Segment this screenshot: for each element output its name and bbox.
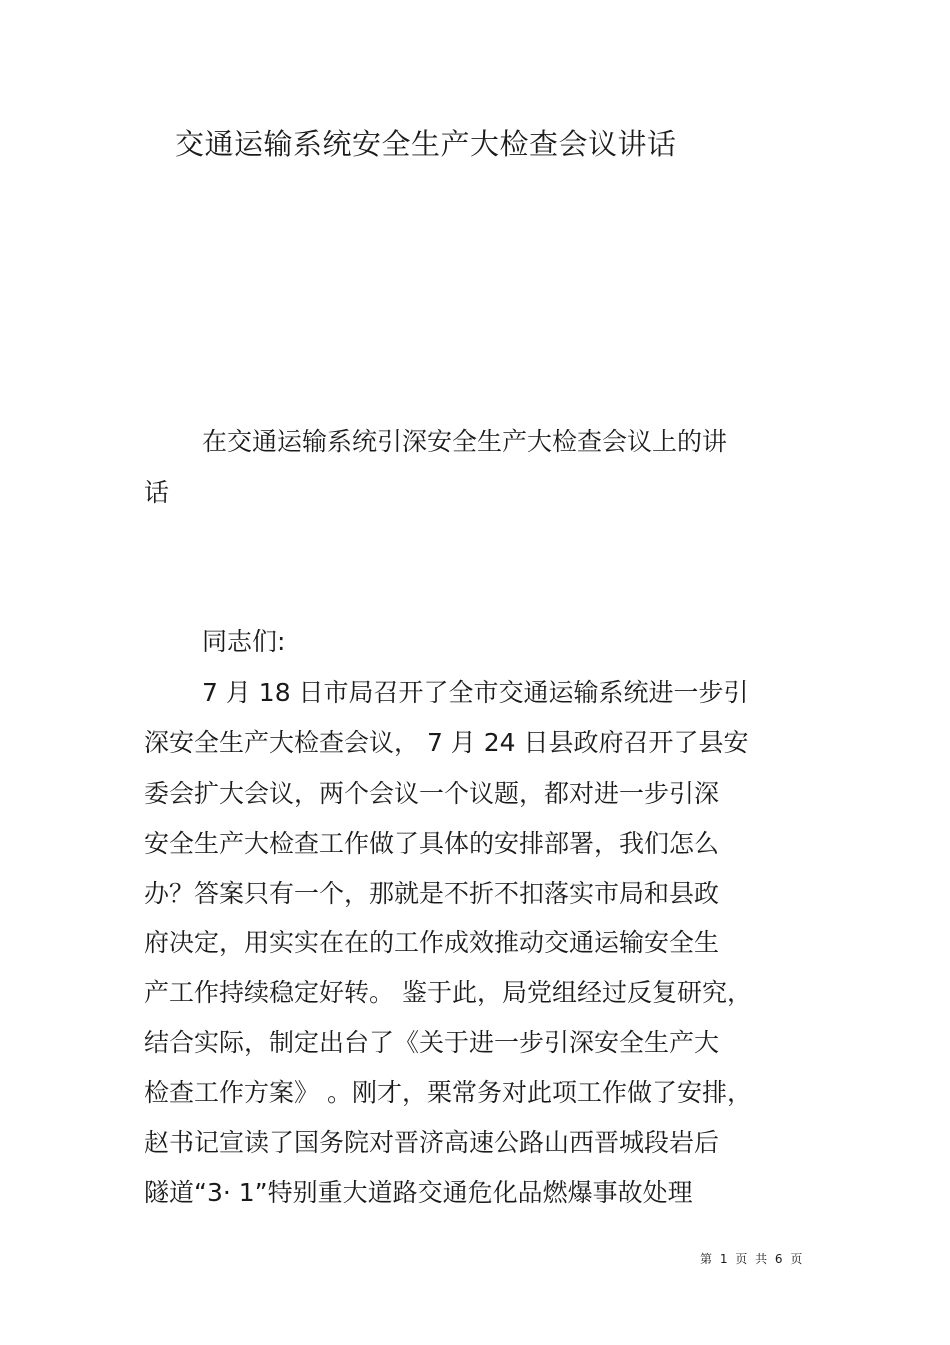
- body-line-8: 结合实际，制定出台了《关于进一步引深安全生产大: [144, 1028, 720, 1057]
- body-line-9: 检查工作方案》 。刚才，栗常务对此项工作做了安排，: [144, 1078, 752, 1107]
- body-line-1: 7 月 18 日市局召开了全市交通运输系统进一步引: [202, 678, 749, 707]
- body-line-4: 安全生产大检查工作做了具体的安排部署，我们怎么: [144, 829, 720, 858]
- body-line-2: 深安全生产大检查会议， 7 月 24 日县政府召开了县安: [144, 728, 749, 757]
- body-line-6: 府决定，用实实在在的工作成效推动交通运输安全生: [144, 928, 720, 957]
- body-line-7: 产工作持续稳定好转。 鉴于此，局党组经过反复研究，: [144, 978, 752, 1007]
- body-line-11: 隧道“3· 1”特别重大道路交通危化品燃爆事故处理: [144, 1178, 693, 1207]
- document-title: 交通运输系统安全生产大检查会议讲话: [175, 127, 677, 161]
- page-number-footer: 第 1 页 共 6 页: [700, 1252, 805, 1266]
- body-line-3: 委会扩大会议，两个会议一个议题，都对进一步引深: [144, 779, 720, 808]
- body-line-5: 办？答案只有一个，那就是不折不扣落实市局和县政: [144, 879, 720, 908]
- body-line-10: 赵书记宣读了国务院对晋济高速公路山西晋城段岩后: [144, 1128, 720, 1157]
- subtitle-line-1: 在交通运输系统引深安全生产大检查会议上的讲: [202, 427, 728, 456]
- subtitle-line-2: 话: [144, 478, 170, 507]
- salutation: 同志们:: [202, 627, 286, 656]
